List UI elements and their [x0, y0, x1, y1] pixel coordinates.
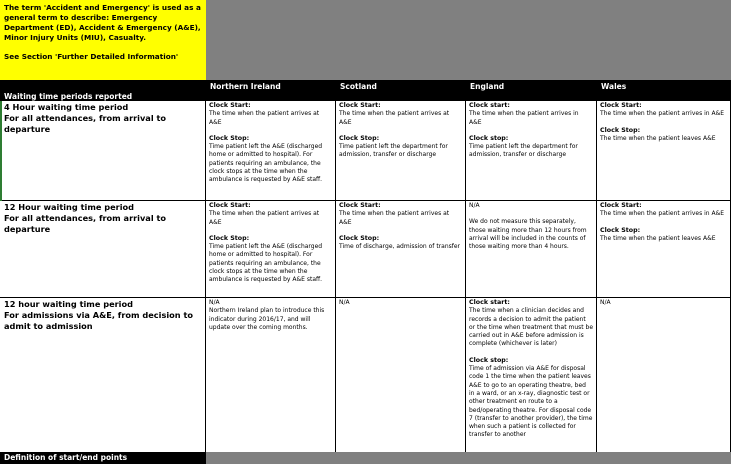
row-subtitle: For all attendances, from arrival to departure [4, 113, 167, 134]
clock-stop-label: Clock Stop: [600, 126, 641, 134]
clock-start-text: The time when the patient arrives in A&E [600, 110, 725, 118]
clock-start-label: Clock start: [469, 102, 510, 109]
not-applicable: N/A [469, 202, 480, 209]
clock-stop-label: Clock Stop: [209, 234, 250, 242]
clock-stop-text: Time patient left the A&E (discharged home or admitted to hospital). For patients requiring an ambulance, the clock stops at the time when the ambulance is requested by A&E staff. [209, 143, 323, 184]
cell-scotland [336, 201, 466, 297]
header-row-label: Waiting time periods reported [0, 80, 206, 101]
clock-stop-text: Time patient left the department for admission, transfer or discharge [339, 143, 448, 159]
cell-england [466, 201, 597, 297]
clock-start-text: The time when the patient arrives at A&E [339, 210, 450, 226]
clock-start-label: Clock Start: [339, 102, 381, 109]
cell-wales [597, 101, 731, 200]
row-label [0, 201, 206, 297]
clock-start-text: The time when the patient arrives at A&E [209, 110, 320, 126]
row-title: 12 Hour waiting time period [4, 202, 134, 212]
not-applicable: N/A [209, 299, 220, 306]
clock-stop-text: Time of discharge, admission of transfer [339, 243, 461, 251]
cell-england [466, 298, 597, 452]
cell-england [466, 101, 597, 200]
footer-grey-band [206, 452, 731, 464]
header-england: England [466, 80, 597, 101]
cell-note: Northern Ireland plan to introduce this indicator during 2016/17, and will update over the coming months. [209, 307, 325, 331]
header-wales: Wales [597, 80, 731, 101]
clock-start-label: Clock Start: [600, 202, 642, 209]
clock-stop-text: The time when the patient leaves A&E [600, 234, 716, 242]
clock-start-label: Clock start: [469, 299, 510, 306]
clock-stop-text: The time when the patient leaves A&E [600, 134, 716, 142]
clock-start-text: The time when the patient arrives at A&E [339, 110, 450, 126]
note-definition: The term 'Accident and Emergency' is used as a general term to describe: Emergency Department (ED), Accident & Emergency (A&E), Minor Injury Units (MIU), Casualty. [4, 3, 201, 42]
explanatory-note [0, 0, 206, 80]
row-title: 12 hour waiting time period [4, 299, 133, 309]
clock-start-label: Clock Start: [600, 102, 642, 109]
cell-northern-ireland [206, 101, 336, 200]
note-section-reference: See Section 'Further Detailed Information' [4, 52, 179, 61]
cell-northern-ireland [206, 298, 336, 452]
clock-stop-label: Clock Stop: [209, 134, 250, 142]
clock-start-label: Clock Start: [209, 202, 251, 209]
row-title: 4 Hour waiting time period [4, 102, 129, 112]
clock-stop-label: Clock Stop: [339, 134, 380, 142]
clock-stop-label: Clock Stop: [339, 234, 380, 242]
not-applicable: N/A [339, 299, 350, 306]
clock-stop-label: Clock stop: [469, 356, 509, 364]
clock-stop-label: Clock Stop: [600, 226, 641, 234]
cell-scotland [336, 101, 466, 200]
clock-stop-label: Clock stop: [469, 134, 509, 142]
cell-northern-ireland [206, 201, 336, 297]
footer-section-label: Definition of start/end points [0, 452, 206, 464]
clock-stop-text: Time patient left the department for admission, transfer or discharge [469, 143, 578, 159]
header-scotland: Scotland [336, 80, 466, 101]
not-applicable: N/A [600, 299, 611, 306]
clock-start-label: Clock Start: [209, 102, 251, 109]
clock-start-text: The time when the patient arrives at A&E [209, 210, 320, 226]
clock-start-text: The time when the patient arrives in A&E [469, 110, 579, 126]
row-subtitle: For all attendances, from arrival to departure [4, 213, 167, 234]
table-row [0, 101, 731, 201]
row-label [0, 101, 206, 200]
row-subtitle: For admissions via A&E, from decision to admit to admission [4, 310, 193, 331]
clock-stop-text: Time of admission via A&E for disposal code 1 the time when the patient leaves A&E to go to an operating theatre, bed in a ward, or an x-ray, diagnostic test or other treatment en route to a bed/operating theatre. For disposal code 7 (transfer to another provider), the time when such a patient is collected for transfer to another [469, 365, 593, 439]
clock-start-label: Clock Start: [339, 202, 381, 209]
clock-start-text: The time when a clinician decides and records a decision to admit the patient or the time when treatment that must be carried out in A&E before admission is complete (whichever is later) [469, 307, 594, 348]
cell-scotland [336, 298, 466, 452]
row-label [0, 298, 206, 452]
clock-start-text: The time when the patient arrives in A&E [600, 210, 725, 218]
clock-stop-text: Time patient left the A&E (discharged home or admitted to hospital). For patients requiring an ambulance, the clock stops at the time when the ambulance is requested by A&E staff. [209, 243, 323, 284]
cell-note: We do not measure this separately, those waiting more than 12 hours from arrival will be included in the counts of those waiting more than 4 hours. [469, 218, 587, 251]
cell-wales [597, 201, 731, 297]
cell-wales [597, 298, 731, 452]
table-row [0, 298, 731, 452]
header-northern-ireland: Northern Ireland [206, 80, 336, 101]
table-row [0, 201, 731, 298]
row-selection-edge [0, 101, 2, 201]
header-grey-band [206, 0, 731, 80]
